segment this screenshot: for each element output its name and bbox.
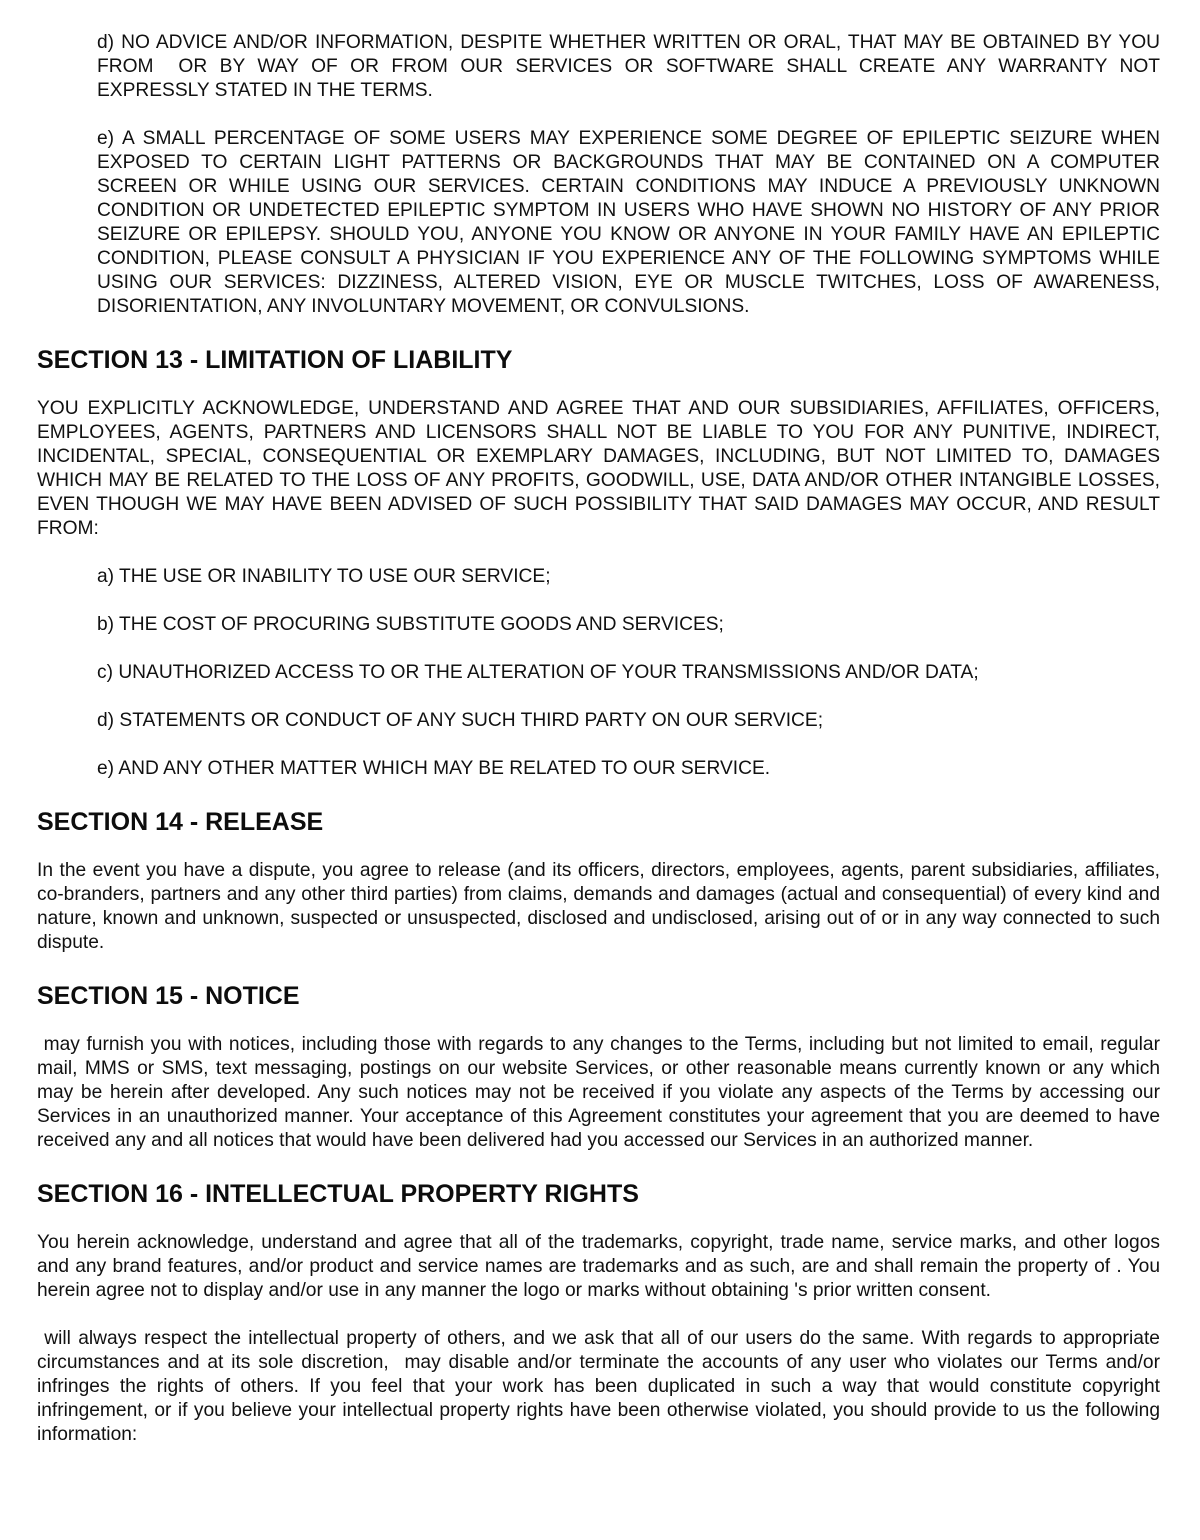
section13-item-b: b) THE COST OF PROCURING SUBSTITUTE GOODS AND SERVICES; — [97, 614, 724, 635]
section13-body: YOU EXPLICITLY ACKNOWLEDGE, UNDERSTAND AND AGREE THAT AND OUR SUBSIDIARIES, AFFILIATES, OFFICERS, EMPLOYEES, AGENTS, PARTNERS AND LICENSORS SHALL NOT BE LIABLE TO YOU FOR ANY PUNITIVE, INDIRECT, INCIDENTAL, SPECIAL, CONSEQUENTIAL OR EXEMPLARY DAMAGES, INCLUDING, BUT NOT LIMITED TO, DAMAGES WHICH MAY BE RELATED TO THE LOSS OF ANY PROFITS, GOODWILL, USE, DATA AND/OR OTHER INTANGIBLE LOSSES, EVEN THOUGH WE MAY HAVE BEEN ADVISED OF SUCH POSSIBILITY THAT SAID DAMAGES MAY OCCUR, AND RESULT FROM: — [37, 398, 1166, 539]
section14-heading: SECTION 14 - RELEASE — [37, 808, 324, 836]
section12-item-d: d) NO ADVICE AND/OR INFORMATION, DESPITE WHETHER WRITTEN OR ORAL, THAT MAY BE OBTAINED BY YOU FROM OR BY WAY OF OR FROM OUR SERVICES OR SOFTWARE SHALL CREATE ANY WARRANTY NOT EXPRESSLY STATED IN THE TERMS. — [97, 32, 1166, 101]
section14-body: In the event you have a dispute, you agree to release (and its officers, directors, employees, agents, parent subsidiaries, affiliates, co-branders, partners and any other third parties) from claims, demands and damages (actual and consequential) of every kind and nature, known and unknown, suspected or unsuspected, disclosed and undisclosed, arising out of or in any way connected to such dispute. — [37, 860, 1166, 953]
section15-heading: SECTION 15 - NOTICE — [37, 982, 300, 1010]
section13-item-e: e) AND ANY OTHER MATTER WHICH MAY BE RELATED TO OUR SERVICE. — [97, 758, 771, 779]
section12-item-e: e) A SMALL PERCENTAGE OF SOME USERS MAY EXPERIENCE SOME DEGREE OF EPILEPTIC SEIZURE WHEN EXPOSED TO CERTAIN LIGHT PATTERNS OR BACKGROUNDS THAT MAY BE CONTAINED ON A COMPUTER SCREEN OR WHILE USING OUR SERVICES. CERTAIN CONDITIONS MAY INDUCE A PREVIOUSLY UNKNOWN CONDITION OR UNDETECTED EPILEPTIC SYMPTOM IN USERS WHO HAVE SHOWN NO HISTORY OF ANY PRIOR SEIZURE OR EPILEPSY. SHOULD YOU, ANYONE YOU KNOW OR ANYONE IN YOUR FAMILY HAVE AN EPILEPTIC CONDITION, PLEASE CONSULT A PHYSICIAN IF YOU EXPERIENCE ANY OF THE FOLLOWING SYMPTOMS WHILE USING OUR SERVICES: DIZZINESS, ALTERED VISION, EYE OR MUSCLE TWITCHES, LOSS OF AWARENESS, DISORIENTATION, ANY INVOLUNTARY MOVEMENT, OR CONVULSIONS. — [97, 128, 1166, 317]
document-page — [37, 31, 1166, 1447]
section13-list — [37, 565, 1160, 781]
section16-body-2: will always respect the intellectual property of others, and we ask that all of our users do the same. With regards to appropriate circumstances and at its sole discretion, may disable and/or terminate the accounts of any user who violates our Terms and/or infringes the rights of others. If you feel that your work has been duplicated in such a way that would constitute copyright infringement, or if you believe your intellectual property rights have been otherwise violated, you should provide to us the following information: — [37, 1328, 1166, 1445]
section13-heading: SECTION 13 - LIMITATION OF LIABILITY — [37, 346, 513, 374]
section13-item-d: d) STATEMENTS OR CONDUCT OF ANY SUCH THIRD PARTY ON OUR SERVICE; — [97, 710, 824, 731]
section16-body-1: You herein acknowledge, understand and agree that all of the trademarks, copyright, trade name, service marks, and other logos and any brand features, and/or product and service names are trademarks and as such, are and shall remain the property of . You herein agree not to display and/or use in any manner the logo or marks without obtaining 's prior written consent. — [37, 1232, 1166, 1301]
section15-body: may furnish you with notices, including those with regards to any changes to the Terms, including but not limited to email, regular mail, MMS or SMS, text messaging, postings on our website Services, or other reasonable means currently known or any which may be herein after developed. Any such notices may not be received if you violate any aspects of the Terms by accessing our Services in an unauthorized manner. Your acceptance of this Agreement constitutes your agreement that you are deemed to have received any and all notices that would have been delivered had you accessed our Services in an authorized manner. — [37, 1034, 1166, 1151]
section13-item-a: a) THE USE OR INABILITY TO USE OUR SERVICE; — [97, 566, 551, 587]
section13-item-c: c) UNAUTHORIZED ACCESS TO OR THE ALTERATION OF YOUR TRANSMISSIONS AND/OR DATA; — [97, 662, 979, 683]
section16-heading: SECTION 16 - INTELLECTUAL PROPERTY RIGHTS — [37, 1180, 639, 1208]
